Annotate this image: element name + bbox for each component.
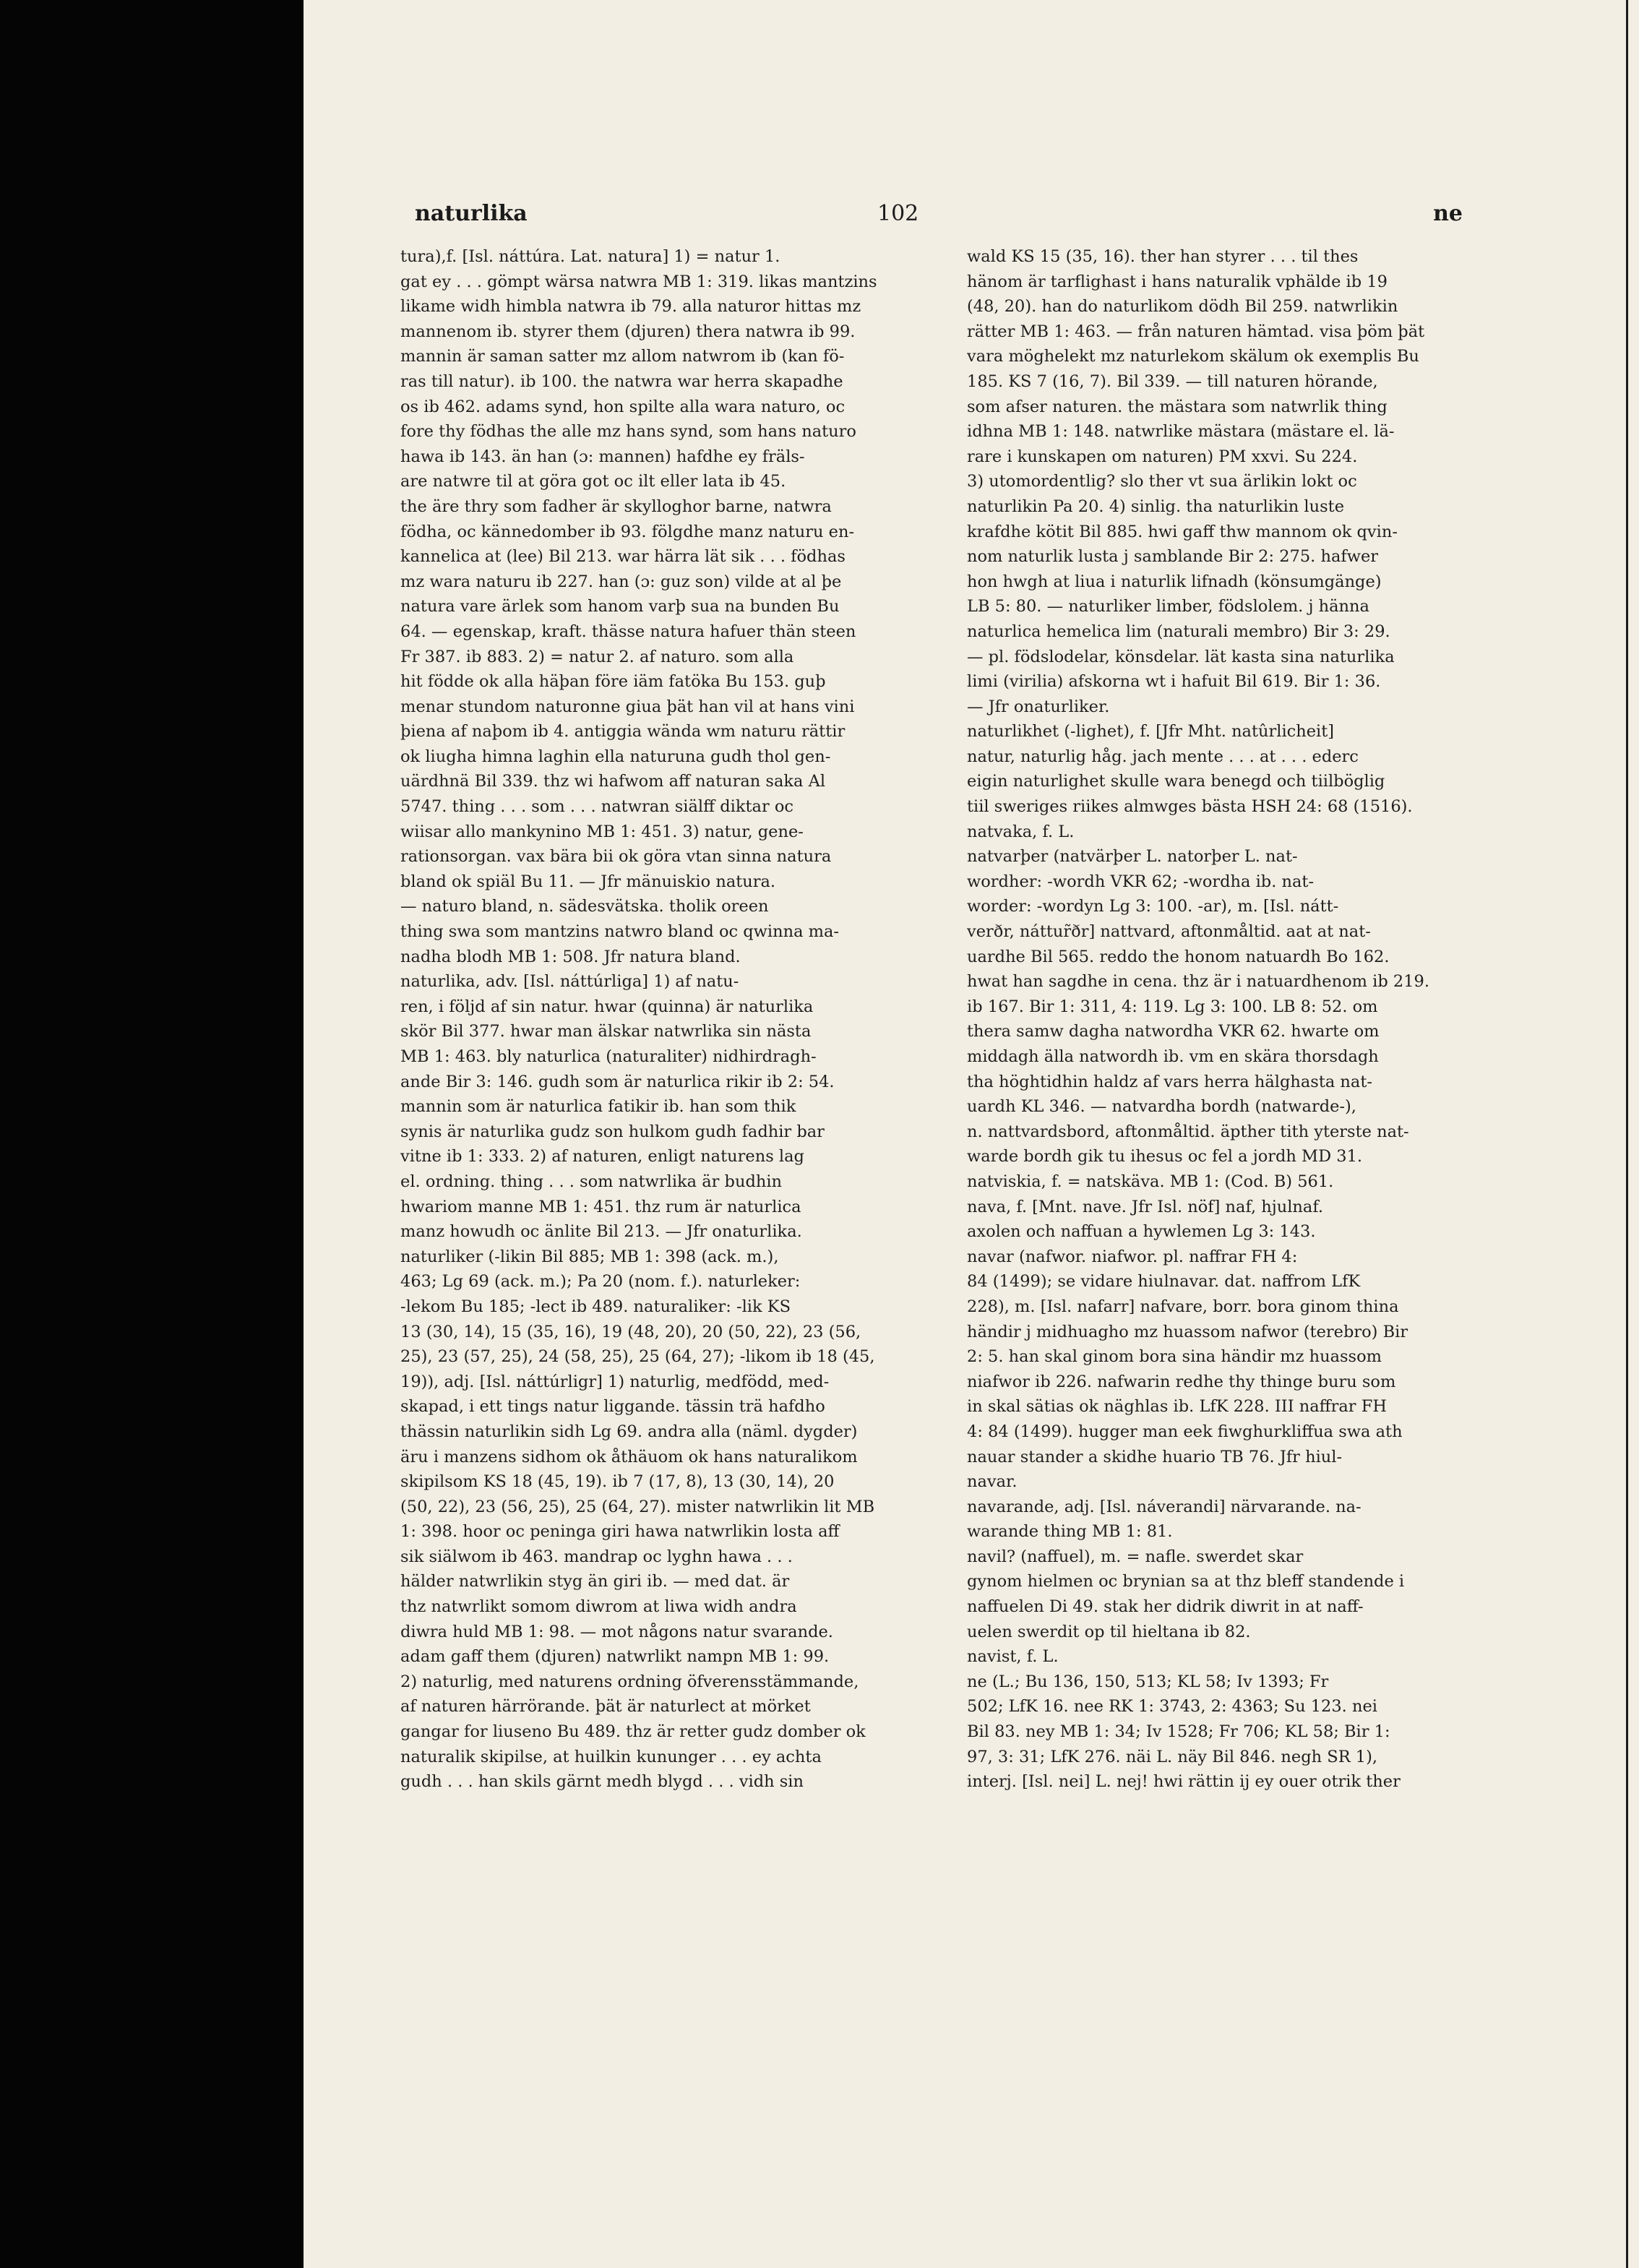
text-line: uardh KL 346. — natvardha bordh (natwarde-), <box>967 1097 1356 1117</box>
text-line: þiena af naþom ib 4. antiggia wända wm naturu rättir <box>400 722 846 742</box>
text-line: ren, i följd af sin natur. hwar (quinna) är naturlika <box>400 997 814 1016</box>
text-line: hon hwgh at liua i naturlik lifnadh (könsumgänge) <box>967 572 1382 591</box>
text-line: middagh älla natwordh ib. vm en skära thorsdagh <box>967 1047 1379 1066</box>
running-head <box>415 201 1463 230</box>
text-line: 3) utomordentlig? slo ther vt sua ärlikin lokt oc <box>967 472 1357 491</box>
text-line: bland ok spiäl Bu 11. — Jfr mänuiskio natura. <box>400 872 776 891</box>
text-line: rationsorgan. vax bära bii ok göra vtan sinna natura <box>400 847 832 867</box>
text-line: the äre thry som fadher är skylloghor barne, natwra <box>400 497 832 516</box>
text-line: hit födde ok alla häþan före iäm fatöka Bu 153. guþ <box>400 672 826 692</box>
text-line: — Jfr onaturliker. <box>967 697 1110 716</box>
text-line: händir j midhuagho mz huassom nafwor (terebro) Bir <box>967 1322 1408 1341</box>
text-line: vara möghelekt mz naturlekom skälum ok exemplis Bu <box>967 347 1419 366</box>
text-line: äru i manzens sidhom ok åthäuom ok hans naturalikom <box>400 1447 858 1466</box>
text-line: skör Bil 377. hwar man älskar natwrlika sin nästa <box>400 1022 812 1041</box>
text-line: 4: 84 (1499). hugger man eek fiwghurkliffua swa ath <box>967 1422 1403 1441</box>
text-line: verðr, náttur̃ðr] nattvard, aftonmåltid. aat at nat- <box>967 922 1371 942</box>
text-line: warde bordh gik tu ihesus oc fel a jordh MD 31. <box>967 1147 1363 1167</box>
text-line: 1: 398. hoor oc peninga giri hawa natwrlikin losta aff <box>400 1522 840 1542</box>
text-line: ok liugha himna laghin ella naturuna gudh thol gen- <box>400 747 831 766</box>
text-line: mannin som är naturlica fatikir ib. han som thik <box>400 1097 796 1117</box>
text-line: navar. <box>967 1472 1018 1492</box>
text-line: n. nattvardsbord, aftonmåltid. äpther tith yterste nat- <box>967 1122 1409 1141</box>
text-line: natura vare ärlek som hanom varþ sua na bunden Bu <box>400 597 840 617</box>
text-line: navar (nafwor. niafwor. pl. naffrar FH 4: <box>967 1247 1298 1266</box>
text-line: thing swa som mantzins natwro bland oc qwinna ma- <box>400 922 840 942</box>
text-line: 5747. thing . . . som . . . natwran siälff diktar oc <box>400 797 793 817</box>
text-line: födha, oc kännedomber ib 93. fölgdhe manz naturu en- <box>400 522 855 541</box>
text-line: os ib 462. adams synd, hon spilte alla wara naturo, oc <box>400 397 846 416</box>
text-line: 185. KS 7 (16, 7). Bil 339. — till naturen hörande, <box>967 371 1378 391</box>
right-column <box>967 244 1494 1795</box>
text-line: naffuelen Di 49. stak her didrik diwrit in at naff- <box>967 1597 1364 1617</box>
text-line: 463; Lg 69 (ack. m.); Pa 20 (nom. f.). naturleker: <box>400 1272 801 1292</box>
text-line: (50, 22), 23 (56, 25), 25 (64, 27). mister natwrlikin lit MB <box>400 1497 875 1516</box>
text-line: skapad, i ett tings natur liggande. tässin trä hafdho <box>400 1397 825 1417</box>
text-line: wordher: -wordh VKR 62; -wordha ib. nat- <box>967 872 1315 891</box>
text-line: are natwre til at göra got oc ilt eller lata ib 45. <box>400 472 786 491</box>
text-line: Bil 83. ney MB 1: 34; Iv 1528; Fr 706; KL 58; Bir 1: <box>967 1722 1390 1742</box>
text-line: uardhe Bil 565. reddo the honom natuardh Bo 162. <box>967 947 1390 966</box>
text-line: rätter MB 1: 463. — från naturen hämtad. visa þöm þät <box>967 322 1425 341</box>
text-line: fore thy födhas the alle mz hans synd, som hans naturo <box>400 422 856 442</box>
text-line: 13 (30, 14), 15 (35, 16), 19 (48, 20), 20 (50, 22), 23 (56, <box>400 1322 861 1341</box>
text-line: — naturo bland, n. sädesvätska. tholik oreen <box>400 897 769 916</box>
text-line: naturlica hemelica lim (naturali membro) Bir 3: 29. <box>967 622 1390 641</box>
text-line: tura),f. [Isl. náttúra. Lat. natura] 1) = natur 1. <box>400 247 780 266</box>
text-line: hälder natwrlikin styg än giri ib. — med dat. är <box>400 1572 790 1592</box>
text-line: naturlikhet (-lighet), f. [Jfr Mht. natûrlicheit] <box>967 722 1335 742</box>
text-line: adam gaff them (djuren) natwrlikt nampn MB 1: 99. <box>400 1647 830 1667</box>
text-line: Fr 387. ib 883. 2) = natur 2. af naturo. som alla <box>400 647 794 666</box>
text-line: natviskia, f. = natskäva. MB 1: (Cod. B) 561. <box>967 1172 1334 1191</box>
text-line: som afser naturen. the mästara som natwrlik thing <box>967 397 1388 416</box>
text-line: menar stundom naturonne giua þät han vil at hans vini <box>400 697 855 716</box>
text-line: -lekom Bu 185; -lect ib 489. naturaliker: -lik KS <box>400 1297 791 1316</box>
text-line: 25), 23 (57, 25), 24 (58, 25), 25 (64, 27); -likom ib 18 (45, <box>400 1347 875 1367</box>
running-head-right: ne <box>1433 201 1463 226</box>
text-line: uärdhnä Bil 339. thz wi hafwom aff naturan saka Al <box>400 772 826 791</box>
text-line: LB 5: 80. — naturliker limber, födslolem. j hänna <box>967 597 1369 617</box>
text-line: mz wara naturu ib 227. han (ɔ: guz son) vilde at al þe <box>400 572 842 591</box>
text-line: mannin är saman satter mz allom natwrom ib (kan fö- <box>400 347 845 366</box>
text-line: 84 (1499); se vidare hiulnavar. dat. naffrom LfK <box>967 1272 1361 1292</box>
text-line: ne (L.; Bu 136, 150, 513; KL 58; Iv 1393; Fr <box>967 1672 1329 1691</box>
text-line: navarande, adj. [Isl. náverandi] närvarande. na- <box>967 1497 1361 1516</box>
text-line: thera samw dagha natwordha VKR 62. hwarte om <box>967 1022 1380 1041</box>
text-line: nom naturlik lusta j samblande Bir 2: 275. hafwer <box>967 547 1379 567</box>
text-line: 19)), adj. [Isl. náttúrligr] 1) naturlig, medfödd, med- <box>400 1372 830 1391</box>
text-line: nadha blodh MB 1: 508. Jfr natura bland. <box>400 947 741 966</box>
page-number: 102 <box>877 201 919 226</box>
text-line: rare i kunskapen om naturen) PM xxvi. Su 224. <box>967 447 1358 466</box>
text-line: manz howudh oc änlite Bil 213. — Jfr onaturlika. <box>400 1222 802 1242</box>
text-line: thz natwrlikt somom diwrom at liwa widh andra <box>400 1597 797 1617</box>
text-line: — pl. födslodelar, könsdelar. lät kasta sina naturlika <box>967 647 1395 666</box>
text-line: af naturen härrörande. þät är naturlect at mörket <box>400 1697 811 1717</box>
text-line: naturlikin Pa 20. 4) sinlig. tha naturlikin luste <box>967 497 1345 516</box>
text-line: navist, f. L. <box>967 1647 1059 1667</box>
text-line: (48, 20). han do naturlikom dödh Bil 259. natwrlikin <box>967 297 1398 317</box>
text-line: ib 167. Bir 1: 311, 4: 119. Lg 3: 100. LB 8: 52. om <box>967 997 1378 1016</box>
text-line: ras till natur). ib 100. the natwra war herra skapadhe <box>400 371 843 391</box>
text-line: hänom är tarflighast i hans naturalik vphälde ib 19 <box>967 272 1388 291</box>
text-line: hawa ib 143. än han (ɔ: mannen) hafdhe ey fräls- <box>400 447 805 466</box>
text-line: in skal sätias ok näghlas ib. LfK 228. III naffrar FH <box>967 1397 1387 1417</box>
text-line: idhna MB 1: 148. natwrlike mästara (mästare el. lä- <box>967 422 1395 442</box>
text-line: thässin naturlikin sidh Lg 69. andra alla (näml. dygder) <box>400 1422 858 1441</box>
left-column <box>400 244 928 1795</box>
text-line: worder: -wordyn Lg 3: 100. -ar), m. [Isl. nátt- <box>967 897 1339 916</box>
text-line: wiisar allo mankynino MB 1: 451. 3) natur, gene- <box>400 822 804 841</box>
text-line: mannenom ib. styrer them (djuren) thera natwra ib 99. <box>400 322 856 341</box>
text-line: warande thing MB 1: 81. <box>967 1522 1173 1542</box>
text-line: hwat han sagdhe in cena. thz är i natuardhenom ib 219. <box>967 972 1429 992</box>
text-line: nava, f. [Mnt. nave. Jfr Isl. nöf] naf, hjulnaf. <box>967 1197 1324 1216</box>
text-line: synis är naturlika gudz son hulkom gudh fadhir bar <box>400 1122 825 1141</box>
text-line: naturalik skipilse, at huilkin kununger . . . ey achta <box>400 1747 822 1766</box>
text-line: sik siälwom ib 463. mandrap oc lyghn hawa . . . <box>400 1547 793 1566</box>
text-line: MB 1: 463. bly naturlica (naturaliter) nidhirdragh- <box>400 1047 817 1066</box>
running-head-left: naturlika <box>415 201 528 226</box>
text-line: naturliker (-likin Bil 885; MB 1: 398 (ack. m.), <box>400 1247 779 1266</box>
text-line: 2) naturlig, med naturens ordning öfverensstämmande, <box>400 1672 859 1691</box>
text-line: gudh . . . han skils gärnt medh blygd . . . vidh sin <box>400 1772 804 1792</box>
text-line: tha höghtidhin haldz af vars herra hälghasta nat- <box>967 1072 1372 1091</box>
text-line: 502; LfK 16. nee RK 1: 3743, 2: 4363; Su 123. nei <box>967 1697 1377 1717</box>
text-line: gat ey . . . gömpt wärsa natwra MB 1: 319. likas mantzins <box>400 272 877 291</box>
text-line: 228), m. [Isl. nafarr] nafvare, borr. bora ginom thina <box>967 1297 1399 1316</box>
text-line: skipilsom KS 18 (45, 19). ib 7 (17, 8), 13 (30, 14), 20 <box>400 1472 835 1492</box>
text-line: likame widh himbla natwra ib 79. alla naturor hittas mz <box>400 297 861 317</box>
text-line: niafwor ib 226. nafwarin redhe thy thinge buru som <box>967 1372 1396 1391</box>
text-line: natvarþer (natvärþer L. natorþer L. nat- <box>967 847 1298 867</box>
text-line: 2: 5. han skal ginom bora sina händir mz huassom <box>967 1347 1382 1367</box>
text-line: natvaka, f. L. <box>967 822 1075 841</box>
text-line: diwra huld MB 1: 98. — mot någons natur svarande. <box>400 1622 833 1641</box>
text-line: gynom hielmen oc brynian sa at thz bleff standende i <box>967 1572 1405 1592</box>
scan-edge-line <box>1626 0 1628 2268</box>
text-line: interj. [Isl. nei] L. nej! hwi rättin ij ey ouer otrik ther <box>967 1772 1401 1792</box>
text-line: navil? (naffuel), m. = nafle. swerdet skar <box>967 1547 1304 1566</box>
text-line: uelen swerdit op til hieltana ib 82. <box>967 1622 1251 1641</box>
text-line: krafdhe kötit Bil 885. hwi gaff thw mannom ok qvin- <box>967 522 1398 541</box>
text-line: wald KS 15 (35, 16). ther han styrer . . . til thes <box>967 247 1359 266</box>
text-line: 97, 3: 31; LfK 276. näi L. näy Bil 846. negh SR 1), <box>967 1747 1378 1766</box>
text-line: natur, naturlig håg. jach mente . . . at . . . ederс <box>967 747 1359 766</box>
text-line: tiil sweriges riikes almwges bästa HSH 24: 68 (1516). <box>967 797 1413 817</box>
text-line: 64. — egenskap, kraft. thässe natura hafuer thän steen <box>400 622 856 641</box>
text-line: el. ordning. thing . . . som natwrlika är budhin <box>400 1172 783 1191</box>
text-line: kannelica at (lee) Bil 213. war härra lät sik . . . födhas <box>400 547 846 567</box>
text-line: axolen och naffuan a hywlemen Lg 3: 143. <box>967 1222 1316 1242</box>
text-line: nauar stander a skidhe huario TB 76. Jfr hiul- <box>967 1447 1343 1466</box>
text-line: eigin naturlighet skulle wara benegd och tiilböglig <box>967 772 1385 791</box>
text-line: ande Bir 3: 146. gudh som är naturlica rikir ib 2: 54. <box>400 1072 835 1091</box>
text-line: vitne ib 1: 333. 2) af naturen, enligt naturens lag <box>400 1147 804 1167</box>
text-line: limi (virilia) afskorna wt i hafuit Bil 619. Bir 1: 36. <box>967 672 1381 692</box>
text-line: hwariom manne MB 1: 451. thz rum är naturlica <box>400 1197 801 1216</box>
text-line: gangar for liuseno Bu 489. thz är retter gudz domber ok <box>400 1722 866 1742</box>
text-line: naturlika, adv. [Isl. náttúrliga] 1) af natu- <box>400 972 739 992</box>
